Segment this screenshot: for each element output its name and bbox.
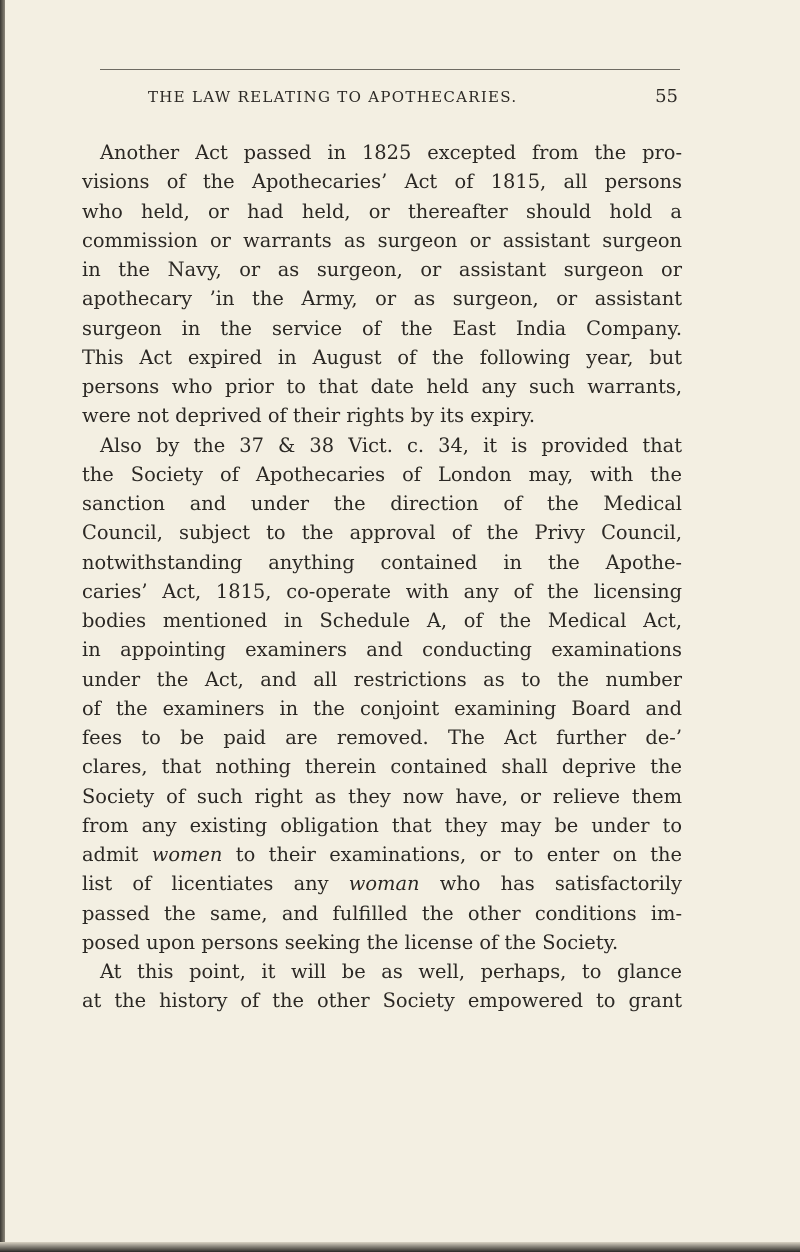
text-line: visions of the Apothecaries’ Act of 1815, all persons <box>82 170 682 194</box>
text-line: caries’ Act, 1815, co-operate with any of the licensing <box>82 579 682 603</box>
text-line: Society of such right as they now have, or relieve them <box>82 784 682 808</box>
page-number: 55 <box>655 86 678 107</box>
text-line: surgeon in the service of the East India Company. <box>82 316 682 340</box>
text-line: Also by the 37 & 38 Vict. c. 34, it is provided that <box>100 433 682 457</box>
page-header <box>148 86 678 112</box>
text-line: clares, that nothing therein contained shall deprive the <box>82 755 682 779</box>
text-line: notwithstanding anything contained in the Apothe- <box>82 550 682 574</box>
text-segment: admit <box>82 843 152 866</box>
text-line: under the Act, and all restrictions as to the number <box>82 667 682 691</box>
text-segment: to their examinations, or to enter on the <box>222 843 682 866</box>
text-line: of the examiners in the conjoint examining Board and <box>82 696 682 720</box>
running-title: THE LAW RELATING TO APOTHECARIES. <box>148 88 518 106</box>
italic-word: women <box>151 843 223 866</box>
text-line: Council, subject to the approval of the Privy Council, <box>82 521 682 545</box>
text-line: passed the same, and fulfilled the other conditions im- <box>82 901 682 925</box>
text-line: fees to be paid are removed. The Act further de-’ <box>82 726 682 749</box>
text-line: bodies mentioned in Schedule A, of the Medical Act, <box>82 609 682 632</box>
page-bottom-edge <box>0 1242 800 1252</box>
text-line: This Act expired in August of the following year, but <box>82 345 682 369</box>
text-line: at the history of the other Society empowered to grant <box>82 989 682 1013</box>
text-line: commission or warrants as surgeon or assistant surgeon <box>82 228 682 252</box>
text-line: apothecary ’in the Army, or as surgeon, or assistant <box>82 287 682 311</box>
text-line: who held, or had held, or thereafter should hold a <box>82 199 682 223</box>
text-line: the Society of Apothecaries of London may, with the <box>82 462 682 486</box>
body-text <box>82 138 682 1016</box>
page-binding-edge <box>0 0 5 1252</box>
text-line: in the Navy, or as surgeon, or assistant surgeon or <box>82 258 682 281</box>
text-line: sanction and under the direction of the Medical <box>82 492 682 515</box>
text-line: Another Act passed in 1825 excepted from the pro- <box>100 141 682 164</box>
text-line-with-italic <box>82 869 682 898</box>
text-line: in appointing examiners and conducting examinations <box>82 638 682 662</box>
text-line: persons who prior to that date held any such warrants, <box>82 375 682 398</box>
text-segment: list of licentiates any <box>82 872 349 896</box>
text-line: were not deprived of their rights by its expiry. <box>82 404 536 428</box>
text-segment: who has satisfactorily <box>419 872 682 896</box>
header-rule <box>100 69 680 70</box>
text-line: from any existing obligation that they may be under to <box>82 813 682 837</box>
text-line: At this point, it will be as well, perhaps, to glance <box>100 960 682 983</box>
text-line-with-italic <box>82 840 682 869</box>
italic-word: woman <box>348 872 420 896</box>
text-line: posed upon persons seeking the license of the Society. <box>82 930 619 954</box>
